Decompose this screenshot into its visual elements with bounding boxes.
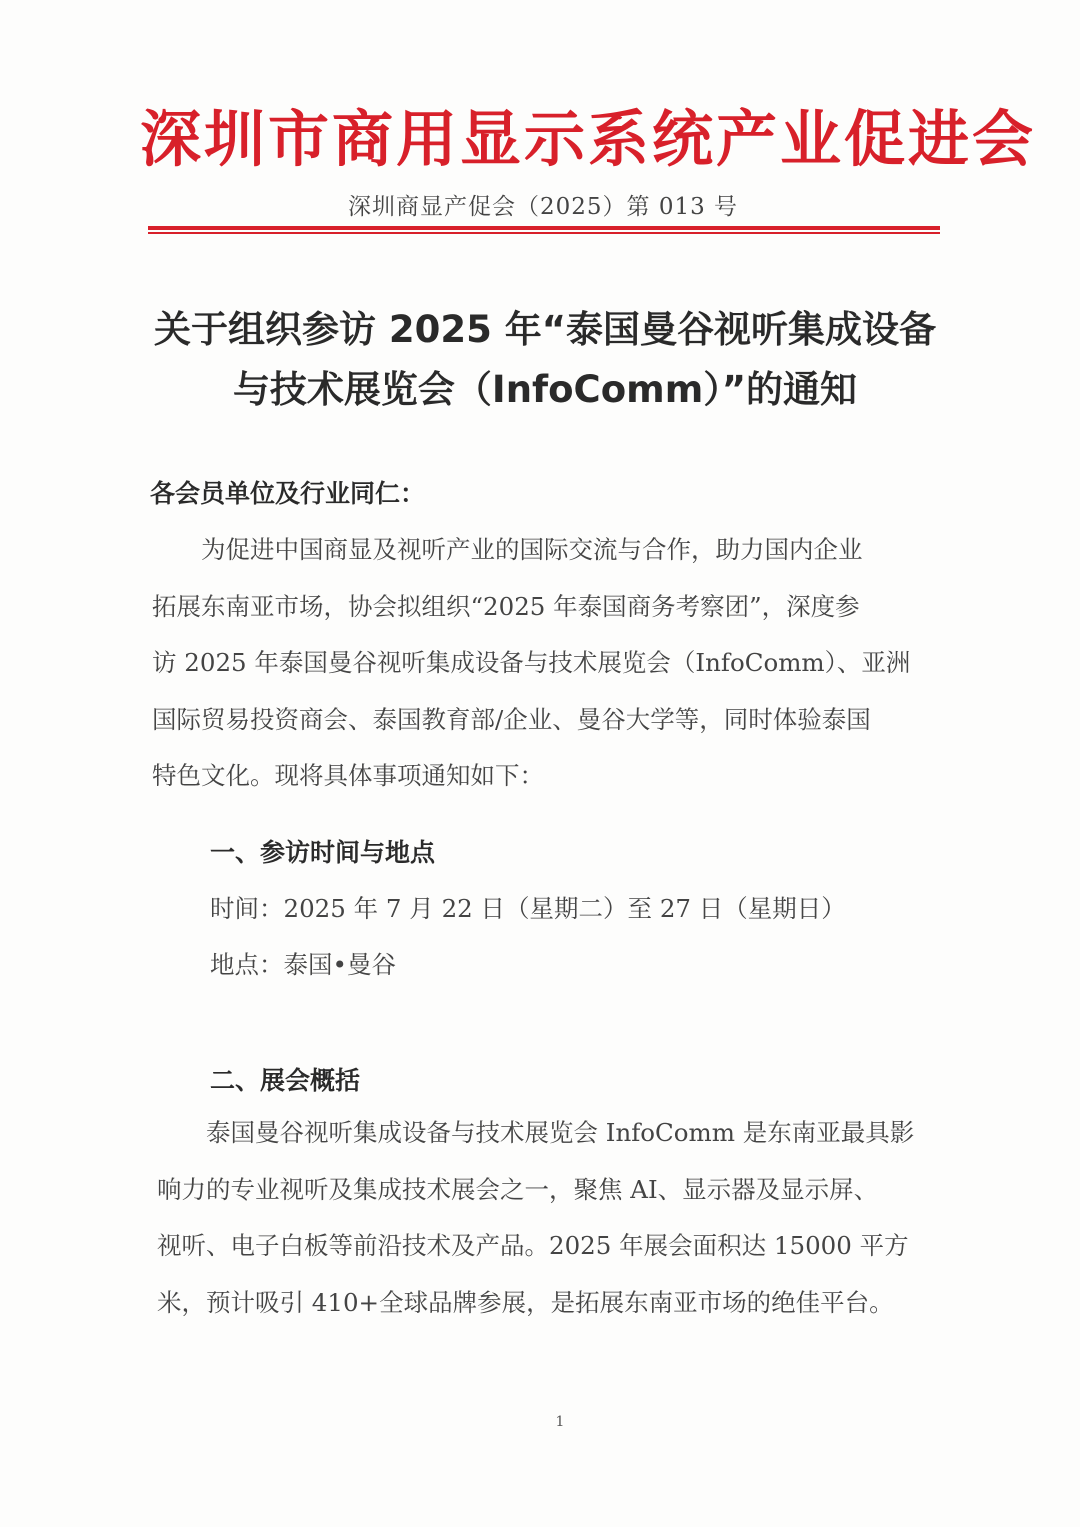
document-number: 深圳商显产促会（2025）第 013 号 (347, 194, 739, 220)
header-divider-thin (148, 232, 940, 234)
visit-place: 地点：泰国•曼谷 (210, 950, 396, 979)
paragraph-line: 拓展东南亚市场，协会拟组织“2025 年泰国商务考察团”，深度参 (152, 591, 860, 621)
intro-paragraph (152, 522, 952, 805)
paragraph-line: 米，预计吸引 410+全球品牌参展，是拓展东南亚市场的绝佳平台。 (157, 1287, 894, 1317)
paragraph-line: 特色文化。现将具体事项通知如下： (152, 761, 544, 790)
overview-paragraph (157, 1105, 957, 1331)
paragraph-line: 响力的专业视听及集成技术展会之一，聚焦 AI、显示器及显示屏、 (157, 1174, 879, 1204)
notice-title-line-1: 关于组织参访 2025 年“泰国曼谷视听集成设备 (153, 308, 937, 351)
visit-time: 时间：2025 年 7 月 22 日（星期二）至 27 日（星期日） (210, 894, 846, 923)
notice-title (130, 300, 960, 420)
section-heading-time-place: 一、参访时间与地点 (210, 838, 436, 867)
paragraph-line: 国际贸易投资商会、泰国教育部/企业、曼谷大学等，同时体验泰国 (152, 704, 871, 734)
header-divider-thick (148, 226, 940, 230)
paragraph-line: 视听、电子白板等前沿技术及产品。2025 年展会面积达 15000 平方 (157, 1231, 909, 1260)
paragraph-line: 泰国曼谷视听集成设备与技术展览会 InfoComm 是东南亚最具影 (157, 1118, 915, 1147)
salutation: 各会员单位及行业同仁： (150, 479, 426, 508)
organization-title: 深圳市商用显示系统产业促进会 (140, 104, 1037, 175)
paragraph-line: 为促进中国商显及视听产业的国际交流与合作，助力国内企业 (152, 535, 863, 564)
notice-title-line-2: 与技术展览会（InfoComm）”的通知 (232, 368, 858, 411)
page-number: 1 (555, 1414, 565, 1430)
section-heading-overview: 二、展会概括 (210, 1066, 361, 1095)
paragraph-line: 访 2025 年泰国曼谷视听集成设备与技术展览会（InfoComm）、亚洲 (152, 648, 911, 677)
